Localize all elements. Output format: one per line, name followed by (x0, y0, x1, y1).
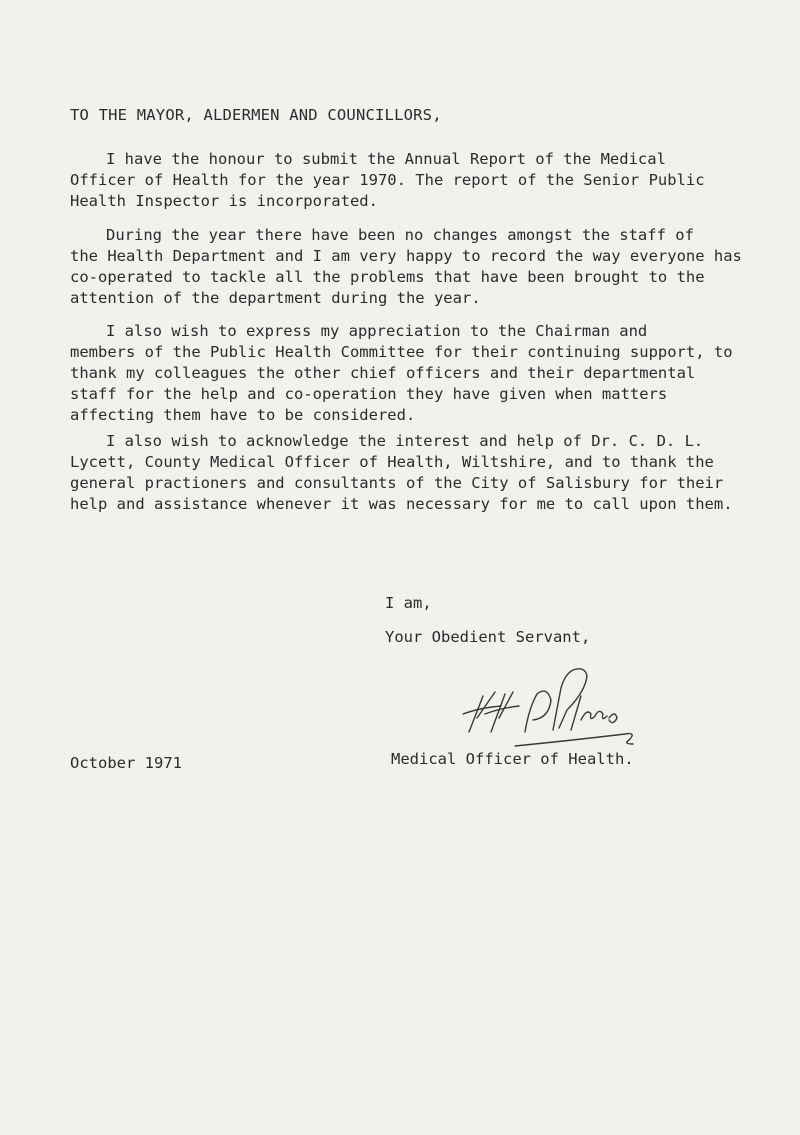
paragraph-3 (70, 321, 760, 426)
letter-date: October 1971 (70, 754, 182, 772)
paragraph-line: Officer of Health for the year 1970. The report of the Senior Public (70, 171, 705, 189)
paragraph-line: staff for the help and co-operation they have given when matters (70, 385, 668, 403)
signature-icon (455, 648, 675, 748)
paragraph-line: co-operated to tackle all the problems that have been brought to the (70, 268, 705, 286)
paragraph-1 (70, 149, 760, 212)
paragraph-2 (70, 225, 760, 309)
closing: I am, (385, 594, 432, 612)
paragraph-line: Lycett, County Medical Officer of Health, Wiltshire, and to thank the (70, 453, 714, 471)
paragraph-line: Health Inspector is incorporated. (70, 192, 378, 210)
paragraph-line: help and assistance whenever it was necessary for me to call upon them. (70, 495, 733, 513)
paragraph-line: I also wish to acknowledge the interest and help of Dr. C. D. L. (106, 432, 704, 450)
paragraph-line: thank my colleagues the other chief officers and their departmental (70, 364, 696, 382)
paragraph-line: general practioners and consultants of the City of Salisbury for their (70, 474, 724, 492)
signatory-title: Medical Officer of Health. (391, 750, 634, 768)
paragraph-line: I also wish to express my appreciation to the Chairman and (106, 322, 648, 340)
complimentary-close: Your Obedient Servant, (385, 628, 591, 646)
paragraph-line: the Health Department and I am very happy to record the way everyone has (70, 247, 742, 265)
paragraph-line: attention of the department during the year. (70, 289, 481, 307)
salutation: TO THE MAYOR, ALDERMEN AND COUNCILLORS, (70, 106, 442, 124)
paragraph-line: affecting them have to be considered. (70, 406, 416, 424)
paragraph-4 (70, 431, 760, 515)
paragraph-line: members of the Public Health Committee for their continuing support, to (70, 343, 733, 361)
paragraph-line: I have the honour to submit the Annual Report of the Medical (106, 150, 666, 168)
handwritten-signature (455, 648, 675, 748)
paragraph-line: During the year there have been no changes amongst the staff of (106, 226, 694, 244)
